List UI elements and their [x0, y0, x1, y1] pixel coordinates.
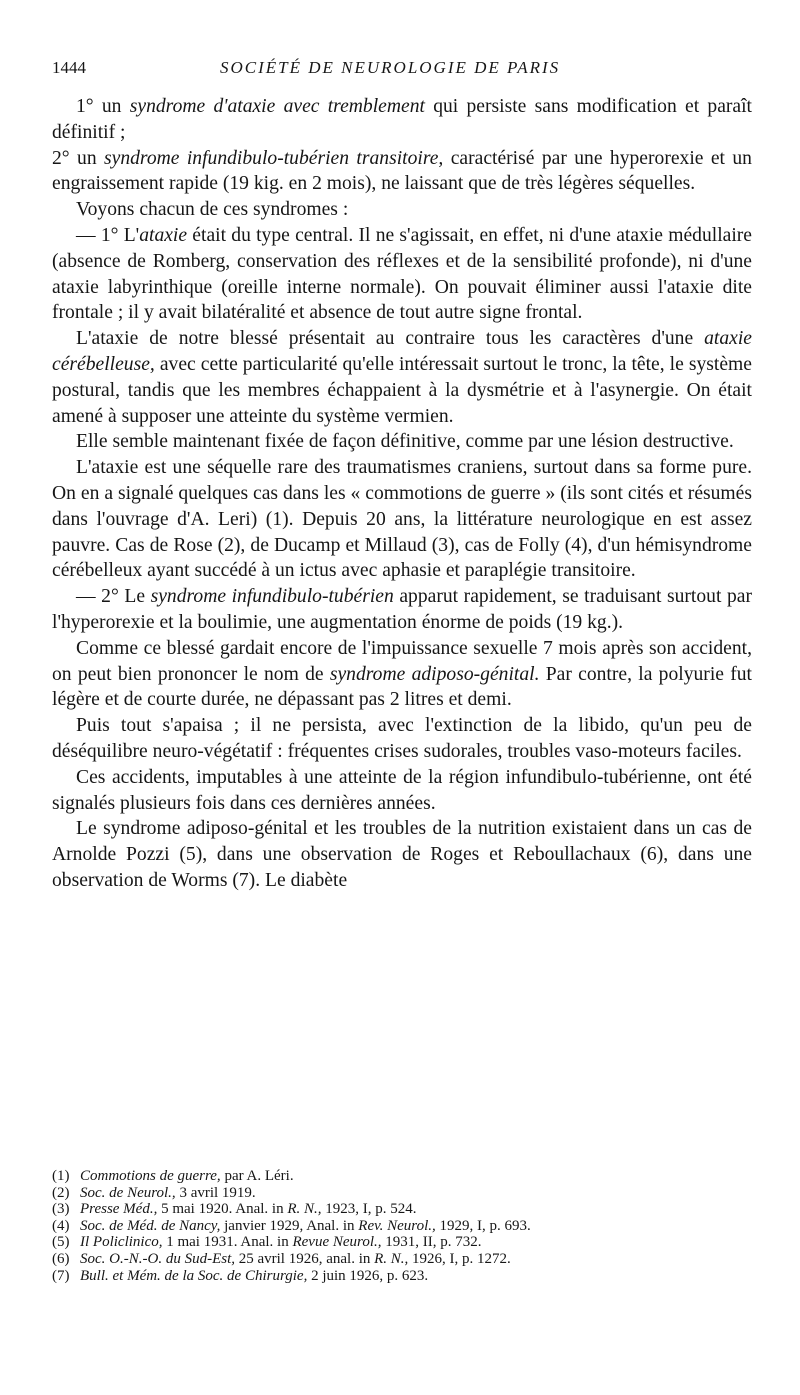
- footnote-6: [52, 1251, 752, 1268]
- paragraph-3: [52, 197, 752, 223]
- text-run: L'ataxie est une séquelle rare des traumatismes craniens, surtout dans sa forme pure. On en a signalé quelques cas dans les « commotions de guerre » (ils sont cités et résumés dans l'ouvrage d'A. Leri) (1). Depuis 20 ans, la littérature neurologique en est assez pauvre. Cas de Rose (2), de Ducamp et Millaud (3), cas de Folly (4), d'un hémisyndrome cérébelleux ayant succédé à un ictus avec aphasie et paraplégie transitoire.: [52, 457, 752, 582]
- text-run: Le syndrome adiposo-génital et les troubles de la nutrition existaient dans un cas de Arnolde Pozzi (5), dans une observation de Roges et Reboullachaux (6), dans une observation de Worms (7). Le diabète: [52, 818, 752, 891]
- text-run: — 1° L': [76, 224, 140, 246]
- footnote-number: (4): [52, 1217, 70, 1234]
- text-run: Par contre, la polyurie fut légère et de courte durée, ne dépassant pas 2 litres et demi.: [52, 663, 752, 711]
- page-number: 1444: [52, 58, 86, 77]
- page-header: [52, 58, 760, 86]
- paragraph-6: [52, 429, 752, 455]
- paragraph-7: [52, 455, 752, 584]
- text-run: 5 mai 1920. Anal. in: [157, 1201, 288, 1218]
- italic-run: ataxie cérébelleuse,: [52, 328, 752, 375]
- text-run: Puis tout s'apaisa ; il ne persista, avec l'extinction de la libido, qu'un peu de déséquilibre neuro-végétatif : fréquentes crises sudorales, troubles vaso-moteurs faciles.: [52, 715, 752, 762]
- footnote-number: (7): [52, 1267, 70, 1284]
- text-run: avec cette particularité qu'elle intéressait surtout le tronc, la tête, le système postural, tandis que les membres échappaient à la dysmétrie et à l'asynergie. On était amené à supposer une atteinte du système vermien.: [52, 353, 752, 427]
- footnote-4: [52, 1218, 752, 1235]
- text-run: janvier 1929, Anal. in: [220, 1217, 359, 1234]
- body-text: [52, 94, 752, 894]
- italic-run: Il Policlinico,: [80, 1234, 163, 1251]
- text-run: 1931, II, p. 732.: [381, 1234, 482, 1251]
- italic-run: Revue Neurol.,: [292, 1234, 382, 1251]
- italic-run: R. N.,: [374, 1250, 409, 1267]
- paragraph-11: [52, 765, 752, 817]
- text-run: L'ataxie de notre blessé présentait au contraire tous les caractères d'une: [76, 328, 705, 350]
- italic-run: Soc. de Neurol.,: [80, 1184, 176, 1201]
- text-run: par A. Léri.: [220, 1168, 294, 1184]
- paragraph-10: [52, 713, 752, 765]
- paragraph-9: [52, 636, 752, 713]
- text-run: 3 avril 1919.: [175, 1184, 256, 1201]
- italic-run: syndrome infundibulo-tubérien: [150, 586, 394, 608]
- paragraph-5: [52, 326, 752, 429]
- text-run: 1929, I, p. 693.: [435, 1217, 531, 1234]
- text-run: 1° un: [76, 96, 130, 117]
- italic-run: syndrome d'ataxie avec tremblement: [129, 96, 425, 117]
- footnote-3: [52, 1201, 752, 1218]
- text-run: 2° un: [52, 147, 104, 169]
- footnote-7: [52, 1268, 752, 1285]
- footnote-5: [52, 1234, 752, 1251]
- text-run: 1 mai 1931. Anal. in: [162, 1234, 293, 1251]
- text-run: 25 avril 1926, anal. in: [234, 1250, 375, 1267]
- footnote-number: (2): [52, 1184, 70, 1201]
- footnote-number: (3): [52, 1201, 70, 1218]
- text-run: Elle semble maintenant fixée de façon définitive, comme par une lésion destructive.: [76, 431, 734, 453]
- paragraph-12: [52, 816, 752, 893]
- text-run: qui persiste sans modification et paraît définitif ;: [52, 96, 752, 143]
- footnote-number: (5): [52, 1234, 70, 1251]
- italic-run: Bull. et Mém. de la Soc. de Chirurgie,: [80, 1267, 308, 1284]
- text-run: apparut rapidement, se traduisant surtout par l'hyperorexie et la boulimie, une augmentation énorme de poids (19 kg.).: [52, 586, 752, 633]
- italic-run: Soc. O.-N.-O. du Sud-Est,: [80, 1250, 235, 1267]
- italic-run: Commotions de guerre,: [80, 1168, 221, 1184]
- italic-run: R. N.,: [287, 1201, 322, 1218]
- footnote-2: [52, 1185, 752, 1202]
- text-run: 1923, I, p. 524.: [321, 1201, 417, 1218]
- paragraph-2: [52, 146, 752, 198]
- text-run: Voyons chacun de ces syndromes :: [76, 199, 349, 221]
- running-title: SOCIÉTÉ DE NEUROLOGIE DE PARIS: [220, 58, 561, 77]
- text-run: était du type central. Il ne s'agissait, en effet, ni d'une ataxie médullaire (absence de Romberg, conservation des réflexes et de la sensibilité profonde), ni d'une ataxie labyrinthique (oreille interne normale). On pouvait éliminer aussi l'ataxie dite frontale ; il y avait bilatéralité et absence de tout autre signe frontal.: [52, 224, 752, 324]
- footnote-number: (6): [52, 1250, 70, 1267]
- footnotes: [52, 1168, 752, 1284]
- paragraph-8: [52, 584, 752, 636]
- text-run: Ces accidents, imputables à une atteinte de la région infundibulo-tubérienne, ont été signalés plusieurs fois dans ces dernières années.: [52, 766, 752, 814]
- italic-run: syndrome adiposo-génital.: [329, 663, 540, 685]
- footnote-1: [52, 1168, 752, 1185]
- text-run: Comme ce blessé gardait encore de l'impuissance sexuelle 7 mois après son accident, on peut bien prononcer le nom de: [52, 637, 752, 685]
- text-run: caractérisé par une hyperorexie et un engraissement rapide (19 kig. en 2 mois), ne laissant que de très légères séquelles.: [52, 147, 752, 195]
- paragraph-1: [52, 94, 752, 146]
- italic-run: Soc. de Méd. de Nancy,: [80, 1217, 221, 1234]
- text-run: 2 juin 1926, p. 623.: [307, 1267, 429, 1284]
- text-run: — 2° Le: [76, 586, 151, 608]
- footnote-number: (1): [52, 1168, 70, 1184]
- italic-run: Presse Méd.,: [80, 1201, 158, 1218]
- italic-run: syndrome infundibulo-tubérien transitoire,: [104, 147, 444, 169]
- italic-run: ataxie: [139, 224, 188, 246]
- italic-run: Rev. Neurol.,: [358, 1217, 436, 1234]
- paragraph-4: [52, 223, 752, 326]
- text-run: 1926, I, p. 1272.: [408, 1250, 511, 1267]
